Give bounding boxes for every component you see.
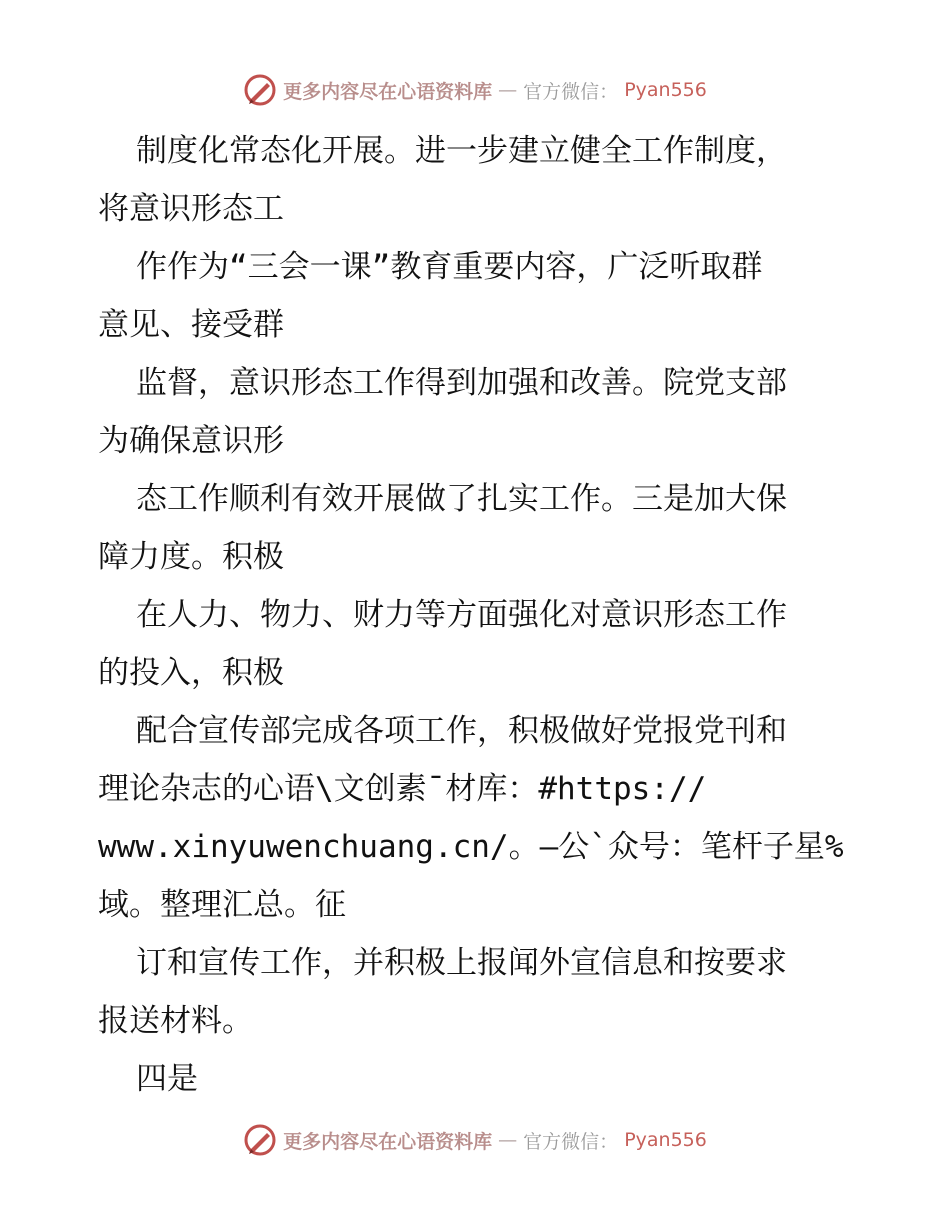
header-site-name: 更多内容尽在心语资料库 — [283, 80, 493, 103]
body-line: 制度化常态化开展。进一步建立健全工作制度， — [136, 133, 787, 169]
body-line: 的投入，积极 — [98, 655, 284, 691]
body-line: 理论杂志的心语\文创素¯材库：#https:// — [98, 771, 707, 807]
body-line: 监督，意识形态工作得到加强和改善。院党支部 — [136, 365, 787, 401]
body-line: 域。整理汇总。征 — [98, 887, 346, 923]
header-wechat-label: 官方微信： — [523, 80, 619, 103]
body-line: 报送材料。 — [98, 1003, 253, 1039]
body-line: 配合宣传部完成各项工作，积极做好党报党刊和 — [136, 713, 787, 749]
body-line: 态工作顺利有效开展做了扎实工作。三是加大保 — [136, 481, 787, 517]
body-line: 障力度。积极 — [98, 539, 284, 575]
pen-logo-icon — [243, 73, 277, 107]
body-line: 作作为“三会一课”教育重要内容，广泛听取群 — [136, 249, 763, 285]
body-line: 四是 — [136, 1061, 198, 1097]
body-line: 意见、接受群 — [98, 307, 284, 343]
header-watermark — [0, 70, 950, 110]
body-line: 订和宣传工作，并积极上报闻外宣信息和按要求 — [136, 945, 787, 981]
footer-wechat-label: 官方微信： — [523, 1130, 619, 1153]
document-body — [98, 122, 858, 1108]
body-line: 将意识形态工 — [98, 191, 284, 227]
header-separator: — — [498, 79, 518, 101]
body-line: www.xinyuwenchuang.cn/。—公`众号：笔杆子星% — [98, 829, 844, 865]
footer-watermark — [0, 1120, 950, 1160]
footer-site-name: 更多内容尽在心语资料库 — [283, 1130, 493, 1153]
footer-wechat-id: Pyan556 — [624, 1129, 707, 1151]
pen-logo-icon — [243, 1123, 277, 1157]
header-wechat-id: Pyan556 — [624, 79, 707, 101]
body-line: 为确保意识形 — [98, 423, 284, 459]
body-line: 在人力、物力、财力等方面强化对意识形态工作 — [136, 597, 787, 633]
footer-separator: — — [498, 1129, 518, 1151]
